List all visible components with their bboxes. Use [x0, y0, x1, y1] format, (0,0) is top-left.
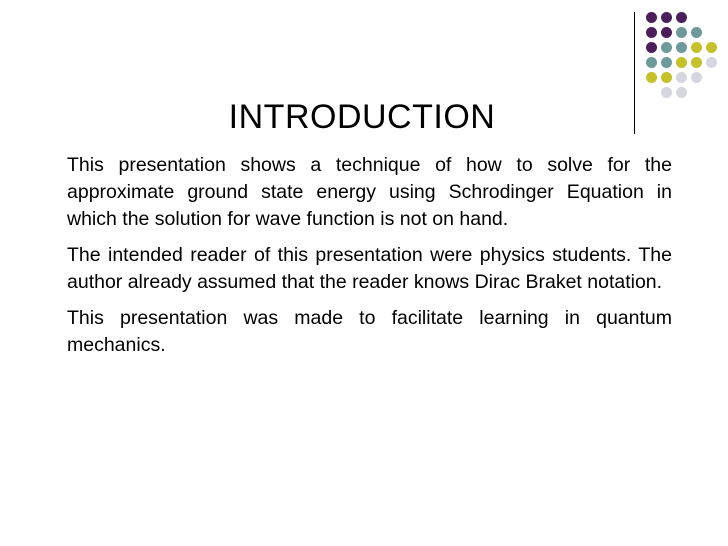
decorative-dot-teal — [676, 42, 687, 53]
decorative-dot-teal — [661, 42, 672, 53]
decorative-dot-teal — [646, 57, 657, 68]
decorative-dot-gray — [676, 72, 687, 83]
dot-grid-decoration — [646, 10, 724, 120]
paragraph-3: This presentation was made to facilitate learning in quantum mechanics. — [67, 307, 672, 356]
decorative-dot-yellow — [706, 42, 717, 53]
decorative-dot-yellow — [661, 72, 672, 83]
decorative-dot-yellow — [691, 57, 702, 68]
decorative-dot-purple — [646, 42, 657, 53]
decorative-dot-gray — [676, 87, 687, 98]
decorative-dot-yellow — [691, 42, 702, 53]
decorative-dot-gray — [691, 72, 702, 83]
slide-body — [67, 152, 672, 368]
slide-title: INTRODUCTION — [228, 97, 496, 136]
decorative-dot-purple — [661, 12, 672, 23]
decorative-dot-purple — [661, 27, 672, 38]
decorative-dot-teal — [676, 27, 687, 38]
decorative-dot-purple — [646, 12, 657, 23]
decorative-dot-purple — [646, 27, 657, 38]
decorative-dot-gray — [706, 57, 717, 68]
decorative-dot-purple — [676, 12, 687, 23]
paragraph-1: This presentation shows a technique of how to solve for the approximate ground state energy using Schrodinger Equation in which the solution for wave function is not on hand. — [67, 154, 672, 230]
decorative-dot-yellow — [646, 72, 657, 83]
decorative-dot-teal — [661, 57, 672, 68]
decorative-dot-teal — [691, 27, 702, 38]
vertical-divider — [634, 12, 635, 134]
decorative-dot-yellow — [676, 57, 687, 68]
paragraph-2: The intended reader of this presentation were physics students. The author already assumed that the reader knows Dirac Braket notation. — [67, 244, 672, 293]
decorative-dot-gray — [661, 87, 672, 98]
